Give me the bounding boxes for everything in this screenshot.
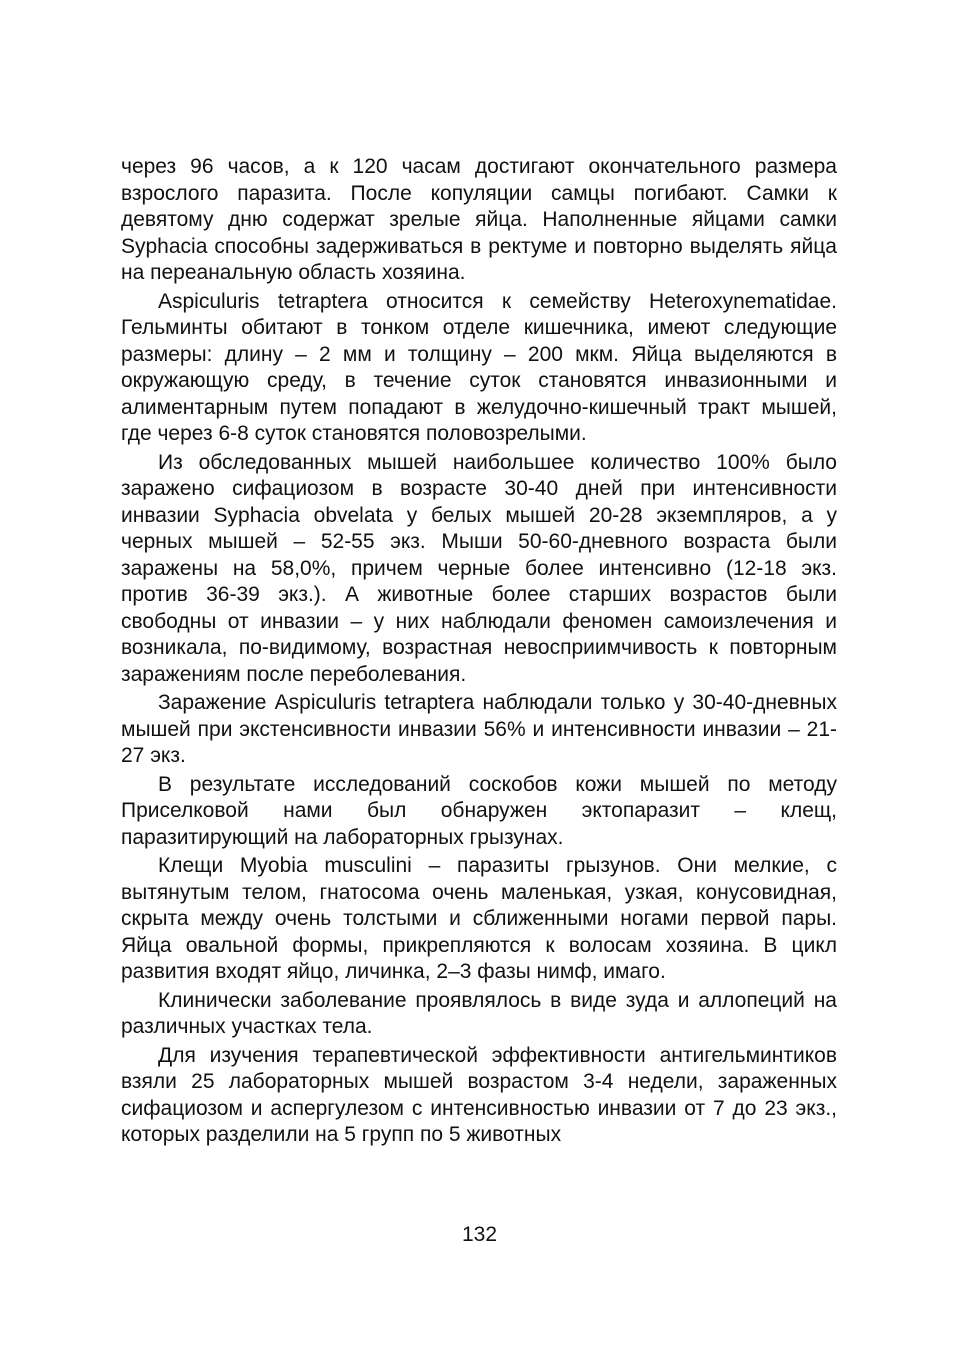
paragraph-1: через 96 часов, а к 120 часам достигают окончательного размера взрослого паразита. После копуляции самцы погибают. Самки к девятому дню содержат зрелые яйца. Наполненные яйцами самки Syphacia способны задерживаться в ректуме и повторно выделять яйца на переанальную область хозяина. xyxy=(121,155,837,284)
paragraph-7: Клинически заболевание проявлялось в виде зуда и аллопеций на различных участках тела. xyxy=(121,988,837,1038)
paragraph-8: Для изучения терапевтической эффективности антигельминтиков взяли 25 лабораторных мышей возрастом 3-4 недели, зараженных сифациозом и аспергулезом с интенсивностью инвазии от 7 до 23 экз., которых разделили на 5 групп по 5 животных xyxy=(121,1043,837,1146)
page-body xyxy=(121,154,837,1151)
paragraph-3: Из обследованных мышей наибольшее количество 100% было заражено сифациозом в возрасте 30-40 дней при интенсивности инвазии Syphacia obvelata у белых мышей 20-28 экземпляров, а у черных мышей – 52-55 экз. Мыши 50-60-дневного возраста были заражены на 58,0%, причем черные более интенсивно (12-18 экз. против 36-39 экз.). А животные более старших возрастов были свободны от инвазии – у них наблюдали феномен самоизлечения и возникала, по-видимому, возрастная невосприимчивость к повторным заражениям после переболевания. xyxy=(121,450,837,686)
paragraph-5: В результате исследований соскобов кожи мышей по методу Приселковой нами был обнаружен эктопаразит – клещ, паразитирующий на лабораторных грызунах. xyxy=(121,772,837,849)
paragraph-2: Aspiculuris tetraptera относится к семейству Heteroxynematidae. Гельминты обитают в тонком отделе кишечника, имеют следующие размеры: длину – 2 мм и толщину – 200 мкм. Яйца выделяются в окружающую среду, в течение суток становятся инвазионными и алиментарным путем попадают в желудочно-кишечный тракт мышей, где через 6-8 суток становятся половозрелыми. xyxy=(121,289,837,445)
paragraph-4: Заражение Aspiculuris tetraptera наблюдали только у 30-40-дневных мышей при экстенсивности инвазии 56% и интенсивности инвазии – 21-27 экз. xyxy=(121,691,837,767)
page-number: 132 xyxy=(461,1223,498,1246)
paragraph-6: Клещи Myobia musculini – паразиты грызунов. Они мелкие, с вытянутым телом, гнатосома очень маленькая, узкая, конусовидная, скрыта между очень толстыми и сближенными ногами первой пары. Яйца овальной формы, прикрепляются к волосам хозяина. В цикл развития входят яйцо, личинка, 2–3 фазы нимф, имаго. xyxy=(121,854,837,983)
